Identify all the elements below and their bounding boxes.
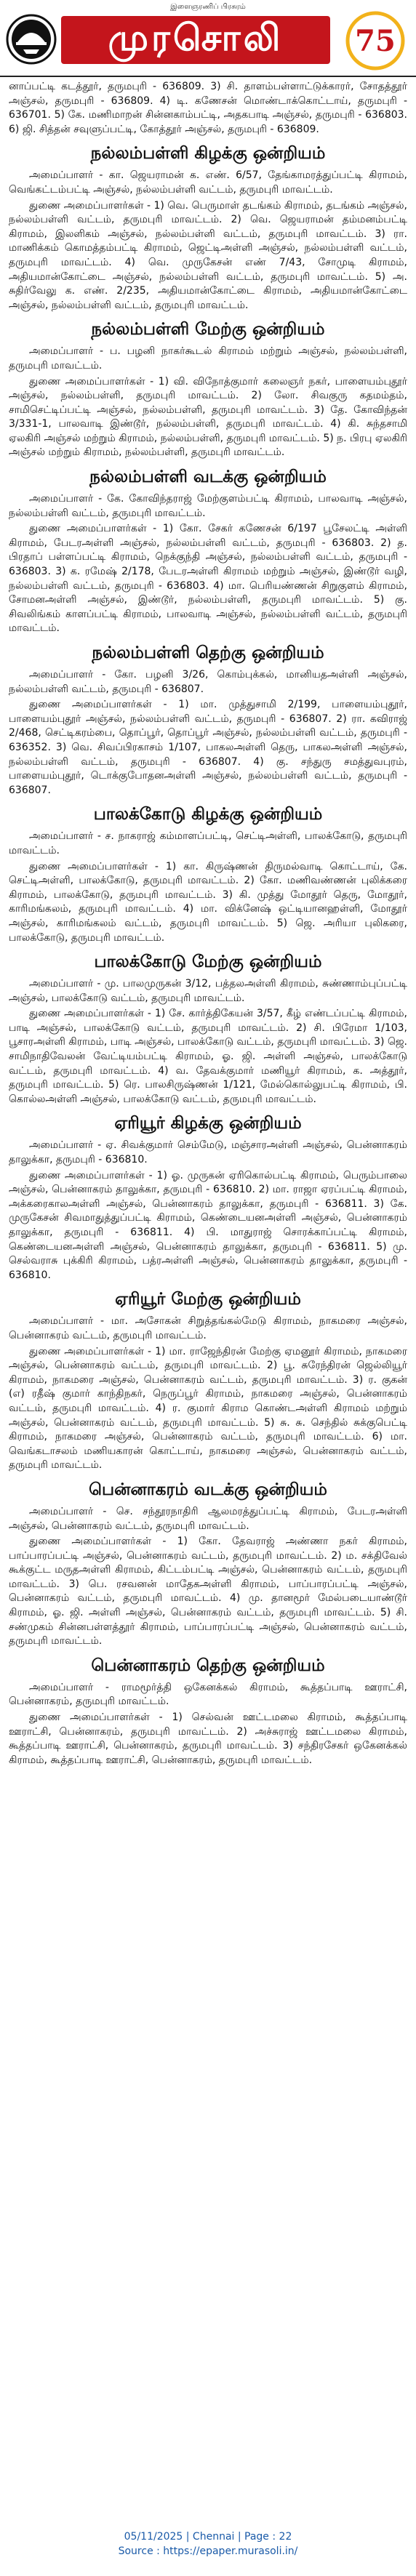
intro-paragraph: னாப்பட்டி கடத்தூர், தருமபுரி - 636809. 3) சி. தாளம்பள்ளாட்டுக்காரர், சோதத்தூர் அஞ்சல், தருமபுரி - 636809. 4) டி. கணேசன் மொண்டாக்கொட்டாய், தருமபுரி - 636701. 5) கே. மணிமாறன் சின்னகாம்பட்டி, அதகபாடி அஞ்சல், தருமபுரி - 636803. 6) ஜி. சித்தன் சவுளுப்பட்டி, கோத்தூர் அஞ்சல், தருமபுரி - 636809. [9, 81, 407, 135]
deputy-organizers-paragraph: துணை அமைப்பாளர்கள் - 1) கோ. சேகர் கணேசன் 6/197 பூசேலட்டி அள்ளி கிராமம், பேடரஅள்ளி அஞ்சல், நல்லம்பள்ளி வட்டம், தருமபுரி - 636803. 2) த. பிரதாப் பள்ளப்பட்டி கிராமம், நெக்குந்தி அஞ்சல், நல்லம்பள்ளி வட்டம், தருமபுரி - 636803. 3) க. ரமேஷ் 2/178, பேடரஅள்ளி கிராமம் மற்றும் அஞ்சல், இண்டூர் வழி, நல்லம்பள்ளி வட்டம், தருமபுரி - 636803. 4) மா. பெரியண்ணன் சிறுகுளம் கிராமம், சோமனஅள்ளி அஞ்சல், இண்டூர், நல்லம்பள்ளி, தருமபுரி மாவட்டம். 5) கு. சிவலிங்கம் காளப்பட்டி கிராமம், பாலவாடி அஞ்சல், நல்லம்பள்ளி வட்டம், தருமபுரி மாவட்டம். [9, 523, 407, 635]
organizer-paragraph: அமைப்பாளர் - கோ. பழனி 3/26, கொம்புக்கல், மானியதஅள்ளி அஞ்சல், நல்லம்பள்ளி வட்டம், தருமபுரி - 636807. [9, 669, 407, 695]
organizer-paragraph: அமைப்பாளர் - ஏ. சிவக்குமார் செம்மேடு, மஞ்சாரஅள்ளி அஞ்சல், பென்னாகரம் தாலுக்கா, தருமபுரி - 636810. [9, 1139, 407, 1166]
section-heading: நல்லம்பள்ளி கிழக்கு ஒன்றியம் [90, 144, 326, 164]
section-heading: பாலக்கோடு மேற்கு ஒன்றியம் [94, 952, 322, 972]
organizer-paragraph: அமைப்பாளர் - செ. சந்தூரநாதிரி ஆலமரத்துப்பட்டி கிராமம், பேடரஅள்ளி அஞ்சல், பென்னாகரம் வட்டம், தருமபுரி மாவட்டம். [9, 1505, 407, 1532]
masthead [0, 0, 416, 77]
section-heading: பாலக்கோடு கிழக்கு ஒன்றியம் [93, 805, 323, 824]
deputy-organizers-paragraph: துணை அமைப்பாளர்கள் - 1) மா. முத்துசாமி 2/199, பாளையம்புதூர், பாளையம்புதூர் அஞ்சல், நல்லம்பள்ளி வட்டம், தருமபுரி - 636807. 2) ரா. கவிராஜ் 2/468, செட்டிகரம்பை, தொப்பூர், தொப்பூர் அஞ்சல், நல்லம்பள்ளி வட்டம், தருமபுரி - 636352. 3) வெ. சிவப்பிரகாசம் 1/107, பாகலஅள்ளி தெரு, பாகலஅள்ளி அஞ்சல், நல்லம்பள்ளி வட்டம், தருமபுரி - 636807. 4) கு. சந்துரு சமத்துவபுரம், பாளையம்புதூர், டொக்குபோதனஅள்ளி அஞ்சல், நல்லம்பள்ளி வட்டம், தருமபுரி - 636807. [9, 699, 407, 796]
deputy-organizers-paragraph: துணை அமைப்பாளர்கள் - 1) வெ. பெருமாள் தடங்கம் கிராமம், தடங்கம் அஞ்சல், நல்லம்பள்ளி வட்டம், தருமபுரி மாவட்டம். 2) வெ. ஜெயராமன் தம்மனம்பட்டி கிராமம், இலளிகம் அஞ்சல், நல்லம்பள்ளி வட்டம், தருமபுரி மாவட்டம். 3) ரா. மாணிக்கம் கொமத்தம்பட்டி கிராமம், ஜெட்டிஅள்ளி அஞ்சல், நல்லம்பள்ளி வட்டம், தருமபுரி மாவட்டம். 4) வெ. முருகேசன் எண் 7/43, சோமுடி கிராமம், அதியமான்கோட்டை அஞ்சல், நல்லம்பள்ளி வட்டம், தருமபுரி மாவட்டம். 5) அ. சுதிர்வேலு க. எண். 2/235, அதியமான்கோட்டை கிராமம், அதியமான்கோட்டை அஞ்சல், நல்லம்பள்ளி வட்டம், தருமபுரி மாவட்டம். [9, 199, 407, 311]
deputy-organizers-paragraph: துணை அமைப்பாளர்கள் - 1) கா. கிருஷ்ணன் திருமல்வாடி கொட்டாய், கே. செட்டிஅள்ளி, பாலக்கோடு, தருமபுரி மாவட்டம். 2) கோ. மணிவண்ணன் புலிக்கரை கிராமம், பாலக்கோடு, தருமபுரி மாவட்டம். 3) கி. முத்து மோதூர் தெரு, மோதூர், காரிமங்கலம், தருமபுரி மாவட்டம். 4) மா. விக்னேஷ் ஒட்டியானஹள்ளி, மோதூர் அஞ்சல், காரிமங்கலம் வட்டம், தருமபுரி மாவட்டம். 5) ஜெ. அரியா புலிகரை, பாலக்கோடு, தருமபுரி மாவட்டம். [9, 860, 407, 944]
section-heading: ஏரியூர் கிழக்கு ஒன்றியம் [114, 1114, 302, 1133]
article-body [0, 77, 416, 1768]
section-heading: நல்லம்பள்ளி தெற்கு ஒன்றியம் [92, 643, 324, 662]
footer-date-page: 05/11/2025 | Chennai | Page : 22 [124, 2531, 292, 2543]
masthead-tagline: இளைஞரணிப் பிரசுரம் [170, 3, 246, 11]
section-heading: பென்னாகரம் தெற்கு ஒன்றியம் [91, 1656, 325, 1675]
masthead-title: முரசொலி [61, 16, 330, 64]
rising-sun-emblem-icon [6, 13, 57, 65]
footer-source: Source : https://epaper.murasoli.in/ [118, 2545, 298, 2557]
deputy-organizers-paragraph: துணை அமைப்பாளர்கள் - 1) ஓ. முருகன் ஏரிகொல்பட்டி கிராமம், பெரும்பாலை அஞ்சல், பென்னாகரம் தாலுக்கா, தருமபுரி - 636810. 2) மா. ராஜா ஏரப்பட்டி கிராமம், அக்கரைகாலஅள்ளி அஞ்சல், பென்னாகரம் தாலுக்கா, தருமபுரி - 636811. 3) கே. முருகேசன் சிவமாதுத்துப்பட்டி கிராமம், கெண்டையனஅள்ளி அஞ்சல், பென்னாகரம் தாலுக்கா, தருமபுரி - 636811. 4) பி. மாதுராஜ் சொரக்காப்பட்டி கிராமம், கெண்டையனஅள்ளி அஞ்சல், பென்னாகரம் தாலுக்கா, தருமபுரி - 636811. 5) மு. செல்வராசு புக்கிரி கிராமம், பத்ரஅள்ளி அஞ்சல், பென்னாகரம் தாலுக்கா, தருமபுரி - 636810. [9, 1169, 407, 1281]
deputy-organizers-paragraph: துணை அமைப்பாளர்கள் - 1) மா. ராஜேந்திரன் மேற்கு ஏமனூர் கிராமம், நாகமரை அஞ்சல், பென்னாகரம் வட்டம், தருமபுரி மாவட்டம். 2) பூ. சுரேந்திரன் ஜெல்லியூர் கிராமம், நாகமரை அஞ்சல், பென்னாகரம் வட்டம், தருமபுரி மாவட்டம். 3) ர. குகன் (எ) ரதீஷ் குமார் காந்திநகர், நெருப்பூர் கிராமம், நாகமரை அஞ்சல், பென்னாகரம் வட்டம், தருமபுரி மாவட்டம். 4) ர. குமார் கிராம கொண்டஅள்ளி கிராமம் மற்றும் அஞ்சல், பென்னாகரம் வட்டம், தருமபுரி மாவட்டம். 5) சு. சு. செந்தில் சுக்குபெட்டி கிராமம், நாகமரை அஞ்சல், பென்னாகரம் வட்டம், தருமபுரி மாவட்டம். 6) மா. வெங்கடாசலம் மணியகாரன் கொட்டாய், நாகமரை அஞ்சல், பென்னாகரம் வட்டம், தருமபுரி மாவட்டம். [9, 1345, 407, 1472]
organizer-paragraph: அமைப்பாளர் - ப. பழனி நாகர்கூடல் கிராமம் மற்றும் அஞ்சல், நல்லம்பள்ளி, தருமபுரி மாவட்டம். [9, 345, 407, 372]
section-heading: நல்லம்பள்ளி வடக்கு ஒன்றியம் [89, 468, 327, 487]
organizer-paragraph: அமைப்பாளர் - ராமமூர்த்தி ஒகேனக்கல் கிராமம், கூத்தப்பாடி ஊராட்சி, பென்னாகரம், தருமபுரி மாவட்டம். [9, 1681, 407, 1708]
anniversary-seal-icon [343, 10, 407, 71]
section-heading: நல்லம்பள்ளி மேற்கு ஒன்றியம் [91, 320, 325, 340]
deputy-organizers-paragraph: துணை அமைப்பாளர்கள் - 1) செல்வன் ஊட்டமலை கிராமம், கூத்தப்பாடி ஊராட்சி, பென்னாகரம், தருமபுரி மாவட்டம். 2) அச்சுராஜ் ஊட்டமலை கிராமம், கூத்தப்பாடி ஊராட்சி, பென்னாகரம், தருமபுரி மாவட்டம். 3) சந்திரசேகர் ஒகேனக்கல் கிராமம், கூத்தப்பாடி ஊராட்சி, பென்னாகரம், தருமபுரி மாவட்டம். [9, 1712, 407, 1766]
organizer-paragraph: அமைப்பாளர் - கே. கோவிந்தராஜ் மேற்குளம்பட்டி கிராமம், பாலவாடி அஞ்சல், நல்லம்பள்ளி வட்டம், தருமபுரி மாவட்டம். [9, 493, 407, 519]
section-heading: பென்னாகரம் வடக்கு ஒன்றியம் [89, 1480, 327, 1499]
organizer-paragraph: அமைப்பாளர் - மா. அசோகன் சிறுத்தங்கல்மேடு கிராமம், நாகமரை அஞ்சல், பென்னாகரம் வட்டம், தருமபுரி மாவட்டம். [9, 1315, 407, 1341]
organizer-paragraph: அமைப்பாளர் - ச. நாகராஜ் கம்மாளப்பட்டி, செட்டிஅள்ளி, பாலக்கோடு, தருமபுரி மாவட்டம். [9, 830, 407, 856]
section-heading: ஏரியூர் மேற்கு ஒன்றியம் [115, 1290, 301, 1309]
deputy-organizers-paragraph: துணை அமைப்பாளர்கள் - 1) சே. கார்த்திகேயன் 3/57, கீழ் எண்டப்பட்டி கிராமம், பாடி அஞ்சல், பாலக்கோடு வட்டம், தருமபுரி மாவட்டம். 2) சி. பிரேமா 1/103, பூசாரஅள்ளி கிராமம், பாடி அஞ்சல், பாலக்கோடு வட்டம், தருமபுரி மாவட்டம். 3) ஜெ. சாமிநாதிவேலன் வேட்டியம்பட்டி கிராமம், ஓ. ஜி. அள்ளி அஞ்சல், பாலக்கோடு வட்டம், தருமபுரி மாவட்டம். 4) வ. தேவக்குமார் மணியூர் கிராமம், க. அத்தூர், தருமபுரி மாவட்டம். 5) ரெ. பாலசிருஷ்ணன் 1/121, மேல்கொல்லுபட்டி கிராமம், பி. கொல்லஅள்ளி அஞ்சல், பாலக்கோடு வட்டம், தருமபுரி மாவட்டம். [9, 1008, 407, 1105]
organizer-paragraph: அமைப்பாளர் - மு. பாலமுருகன் 3/12, பத்தலஅள்ளி கிராமம், சுண்ணாம்புப்பட்டி அஞ்சல், பாலக்கோடு வட்டம், தருமபுரி மாவட்டம். [9, 978, 407, 1004]
organizer-paragraph: அமைப்பாளர் - கா. ஜெயராமன் க. எண். 6/57, தேங்காமரத்துப்பட்டி கிராமம், வெங்கட்டம்பட்டி அஞ்சல், நல்லம்பள்ளி வட்டம், தருமபுரி மாவட்டம். [9, 169, 407, 196]
deputy-organizers-paragraph: துணை அமைப்பாளர்கள் - 1) கோ. தேவராஜ் அண்ணா நகர் கிராமம், பாப்பாரப்பட்டி அஞ்சல், பென்னாகரம் வட்டம், தருமபுரி மாவட்டம். 2) ம. சக்திவேல் கூக்குட்ட மருதஅள்ளி கிராமம், கிட்டம்பட்டி அஞ்சல், பென்னாகரம் வட்டம், தருமபுரி மாவட்டம். 3) பெ. ரசவனன் மாதேகஅள்ளி கிராமம், பாப்பாரப்பட்டி அஞ்சல், பென்னாகரம் வட்டம், தருமபுரி மாவட்டம். 4) மு. தானமூர் மேல்படையாண்டூர் கிராமம், ஓ. ஜி. அள்ளி அஞ்சல், பென்னாகரம் வட்டம், தருமபுரி மாவட்டம். 5) சி. சண்முகம் சின்னபள்ளத்தூர் கிராமம், பாப்பாரப்பட்டி அஞ்சல், பென்னாகரம் வட்டம், தருமபுரி மாவட்டம். [9, 1536, 407, 1648]
deputy-organizers-paragraph: துணை அமைப்பாளர்கள் - 1) வி. விநோத்குமார் கலைஞர் நகர், பாளையம்புதூர் அஞ்சல், நல்லம்பள்ளி, தருமபுரி மாவட்டம். 2) லோ. சிவகுரு கதமம்தம், சாமிசெட்டிப்பட்டி அஞ்சல், நல்லம்பள்ளி, தருமபுரி மாவட்டம். 3) தே. கோவிந்தன் 3/331-1, பாலவாடி இண்டூர், நல்லம்பள்ளி, தருமபுரி மாவட்டம். 4) கி. சுந்தசாமி ஏலகிரி அஞ்சல் மற்றும் கிராமம், நல்லம்பள்ளி, தருமபுரி மாவட்டம். 5) ந. பிரபு ஏலகிரி அஞ்சல் மற்றும் கிராமம், நல்லம்பள்ளி, தருமபுரி மாவட்டம். [9, 375, 407, 459]
page-footer [0, 2529, 416, 2576]
anniversary-number: 75 [355, 24, 396, 58]
